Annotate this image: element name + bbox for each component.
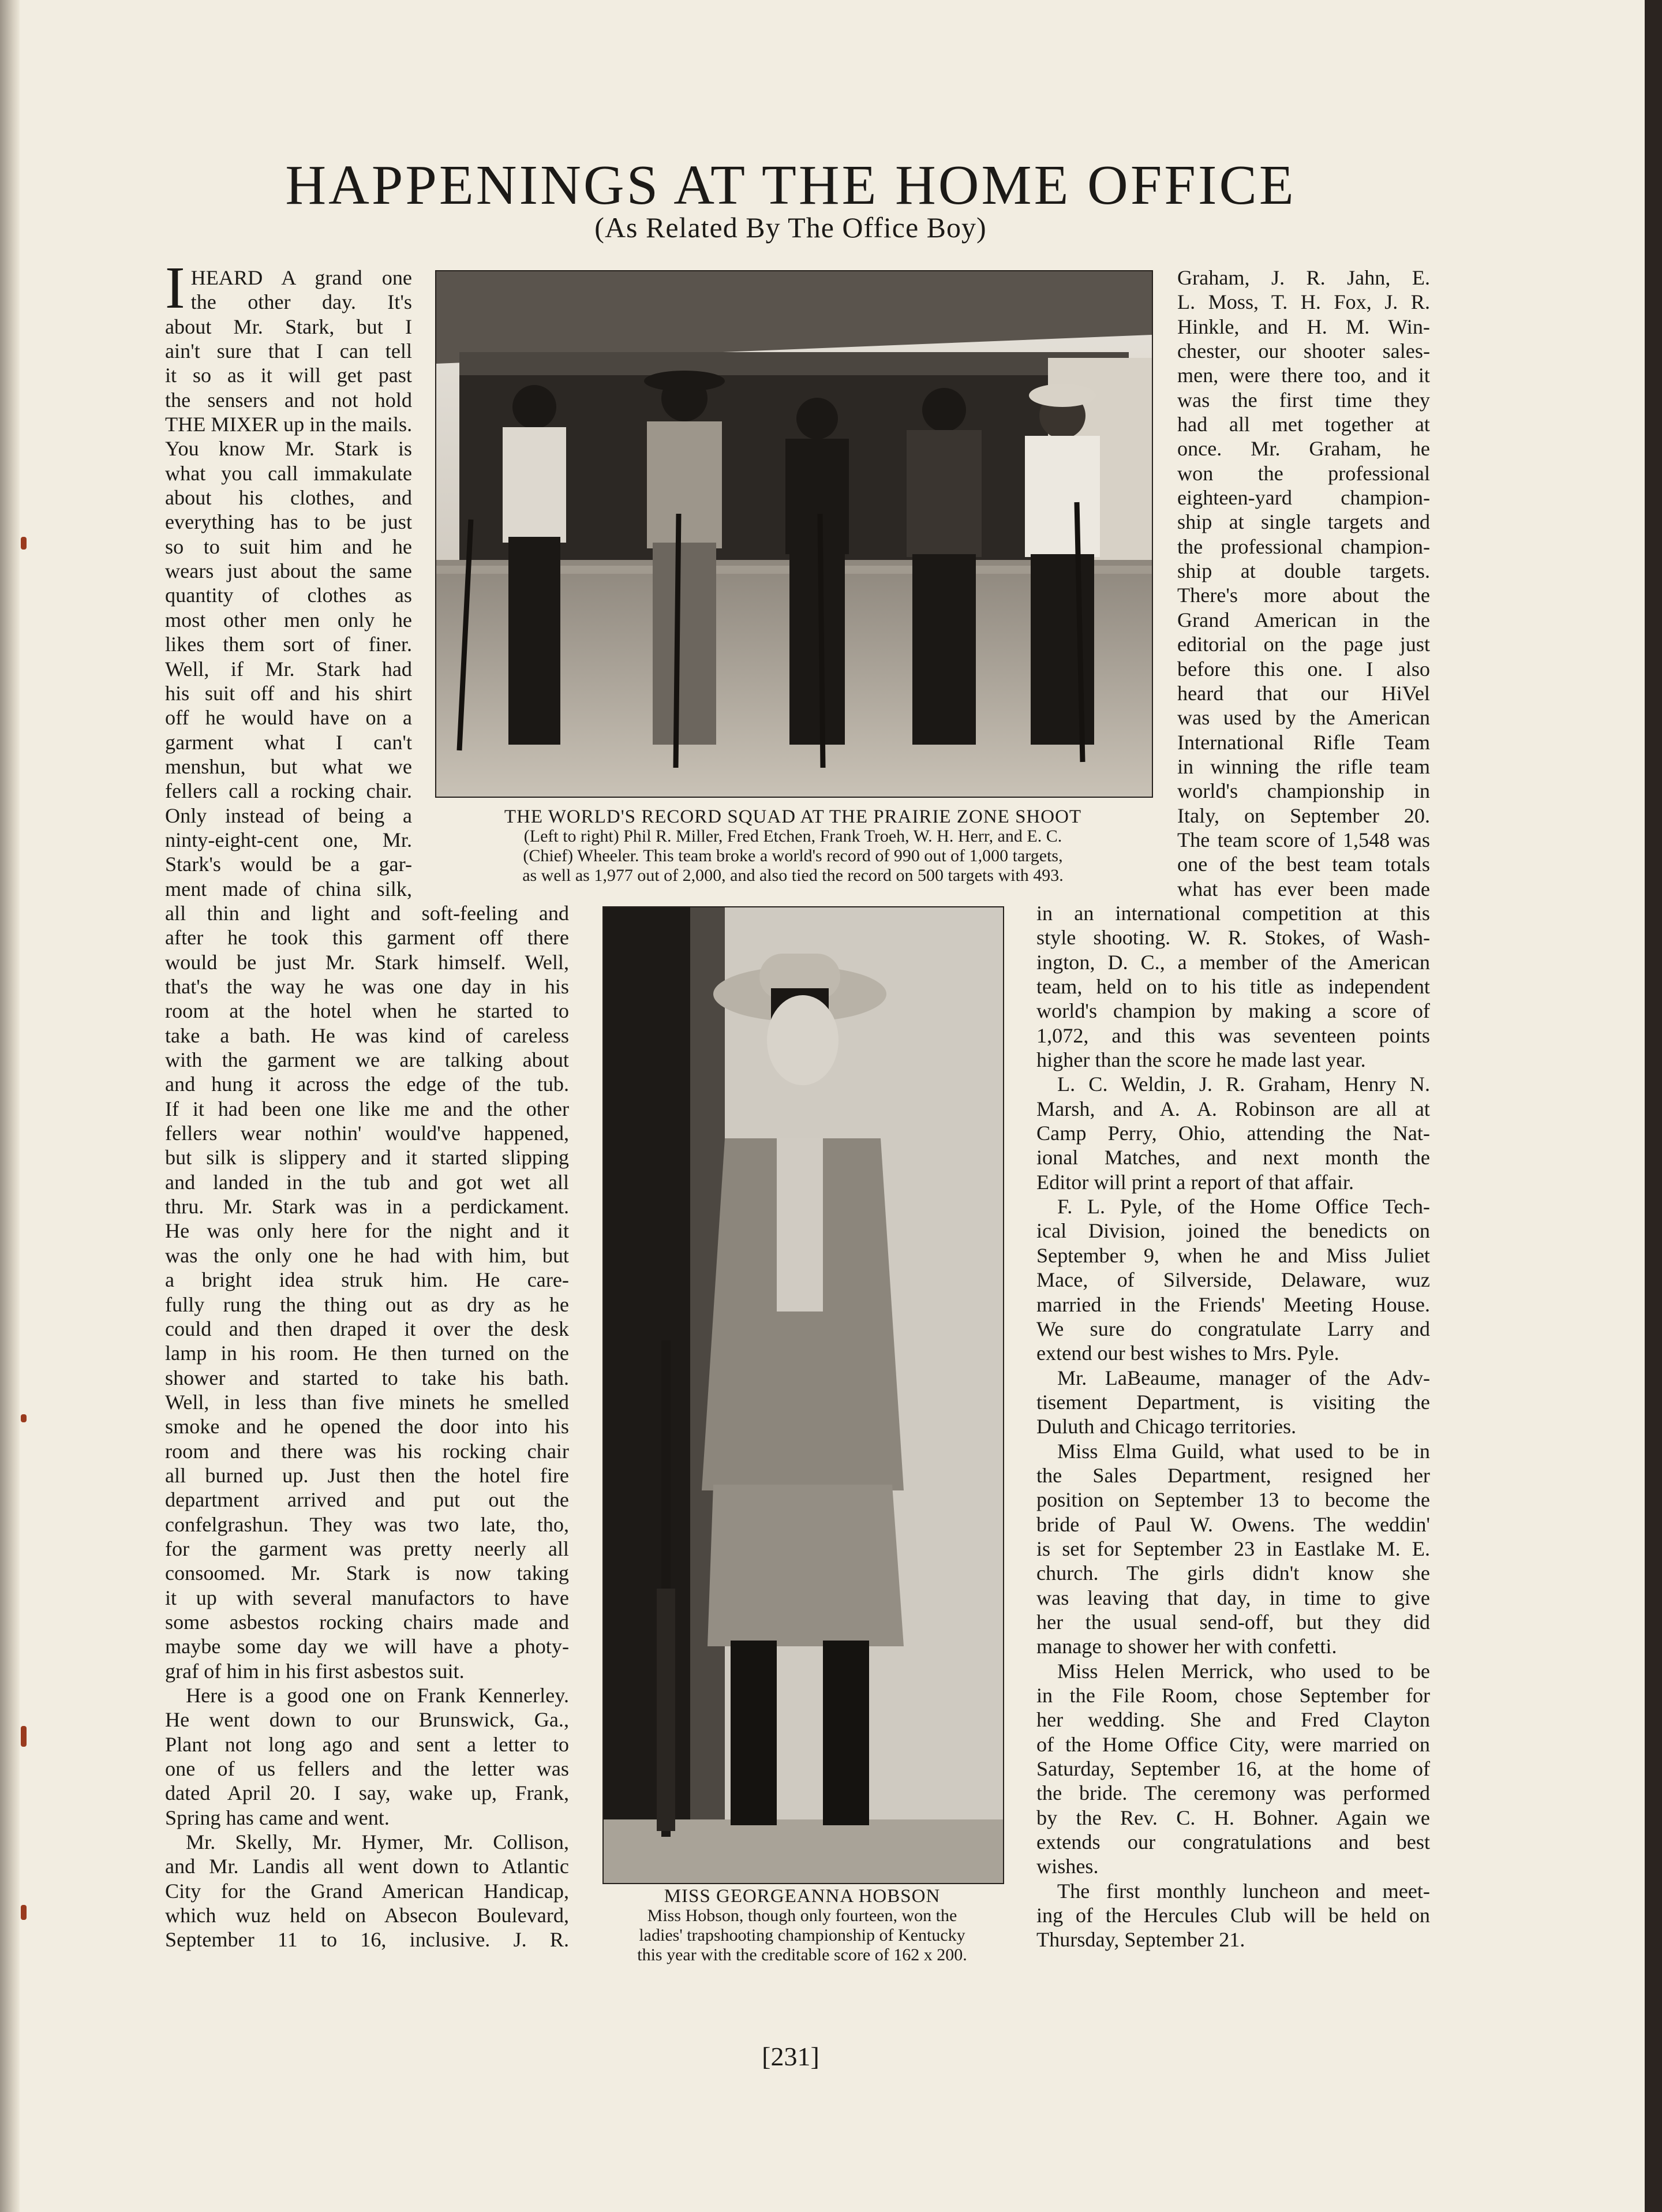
article-line: menshun, but what we xyxy=(165,754,412,778)
rust-mark xyxy=(21,1905,27,1920)
article-line: fellers wear nothin' would've happened, xyxy=(165,1122,569,1145)
article-line: was leaving that day, in time to give xyxy=(1036,1586,1430,1609)
article-line: ship at double targets. xyxy=(1177,559,1430,583)
article-line: about Mr. Stark, but I xyxy=(165,315,412,338)
article-line: Hinkle, and H. M. Win- xyxy=(1177,315,1430,338)
article-line: likes them sort of finer. xyxy=(165,633,412,656)
column3-bottom xyxy=(1036,901,1430,1952)
article-line: fully rung the thing out as dry as he xyxy=(165,1292,569,1316)
article-line: If it had been one like me and the other xyxy=(165,1097,569,1120)
article-line: chester, our shooter sales- xyxy=(1177,339,1430,363)
article-line: The team score of 1,548 was xyxy=(1177,828,1430,851)
article-line: thru. Mr. Stark was in a perdickament. xyxy=(165,1195,569,1219)
article-line: before this one. I also xyxy=(1177,657,1430,681)
article-line: world's championship in xyxy=(1177,779,1430,803)
article-line: You know Mr. Stark is xyxy=(165,437,412,461)
article-line: wishes. xyxy=(1036,1855,1099,1878)
article-line: was the only one he had with him, but xyxy=(165,1243,569,1267)
article-line: Mr. Skelly, Mr. Hymer, Mr. Collison, xyxy=(186,1830,569,1854)
article-line: Camp Perry, Ohio, attending the Nat- xyxy=(1036,1122,1430,1145)
article-line: Here is a good one on Frank Kennerley. xyxy=(186,1684,569,1707)
article-line: in the File Room, chose September for xyxy=(1036,1684,1430,1707)
article-line: Miss Elma Guild, what used to be in xyxy=(1057,1439,1430,1463)
article-line: The first monthly luncheon and meet- xyxy=(1057,1879,1430,1903)
article-line: wears just about the same xyxy=(165,559,412,583)
article-line: ing of the Hercules Club will be held on xyxy=(1036,1904,1430,1927)
article-line: eighteen-yard champion- xyxy=(1177,486,1430,510)
article-line: Mr. LaBeaume, manager of the Adv- xyxy=(1057,1366,1430,1389)
article-line: what you call immakulate xyxy=(165,461,412,485)
article-line: her wedding. She and Fred Clayton xyxy=(1036,1708,1430,1732)
article-line: Duluth and Chicago territories. xyxy=(1036,1415,1297,1438)
article-line: ional Matches, and next month the xyxy=(1036,1146,1430,1169)
article-line: about his clothes, and xyxy=(165,486,412,510)
article-line: Well, if Mr. Stark had xyxy=(165,657,412,681)
article-line: graf of him in his first asbestos suit. xyxy=(165,1659,465,1683)
drop-cap: I xyxy=(165,255,185,321)
article-line: the other day. It's xyxy=(190,290,412,314)
article-line: and hung it across the edge of the tub. xyxy=(165,1073,569,1096)
article-line: F. L. Pyle, of the Home Office Tech- xyxy=(1057,1195,1430,1219)
page-number: [231] xyxy=(762,2042,819,2071)
article-line: City for the Grand American Handicap, xyxy=(165,1879,569,1903)
article-line: Only instead of being a xyxy=(165,804,412,827)
article-line: garment what I can't xyxy=(165,730,412,754)
article-line: department arrived and put out the xyxy=(165,1488,569,1512)
article-line: ninty-eight-cent one, Mr. xyxy=(165,828,412,851)
article-line: one of us fellers and the letter was xyxy=(165,1757,569,1781)
article-line: There's more about the xyxy=(1177,584,1430,607)
squad-caption-head: THE WORLD'S RECORD SQUAD AT THE PRAIRIE ZONE SHOOT xyxy=(504,806,1082,827)
article-line: higher than the score he made last year. xyxy=(1036,1048,1366,1072)
article-line: ical Division, joined the benedicts on xyxy=(1036,1219,1430,1243)
article-line: style shooting. W. R. Stokes, of Wash- xyxy=(1036,926,1430,950)
hobson-photo-image xyxy=(604,907,1003,1883)
article-line: of the Home Office City, were married on xyxy=(1036,1732,1430,1756)
article-line: He went down to our Brunswick, Ga., xyxy=(165,1708,569,1732)
article-line: in an international competition at this xyxy=(1036,902,1430,925)
article-line: 1,072, and this was seventeen points xyxy=(1036,1023,1430,1047)
article-line: International Rifle Team xyxy=(1177,730,1430,754)
article-line: with the garment we are talking about xyxy=(165,1048,569,1072)
hobson-caption-line: Miss Hobson, though only fourteen, won the xyxy=(647,1906,957,1925)
article-line: position on September 13 to become the xyxy=(1036,1488,1430,1512)
article-line: room at the hotel when he started to xyxy=(165,999,569,1023)
article-line: Stark's would be a gar- xyxy=(165,853,412,876)
page-subtitle: (As Related By The Office Boy) xyxy=(594,211,987,244)
article-line: Saturday, September 16, at the home of xyxy=(1036,1757,1430,1781)
article-line: quantity of clothes as xyxy=(165,584,412,607)
article-line: married in the Friends' Meeting House. xyxy=(1036,1292,1430,1316)
article-line: a bright idea struk him. He care- xyxy=(165,1268,569,1292)
article-line: his suit off and his shirt xyxy=(165,681,412,705)
article-line: the professional champion- xyxy=(1177,535,1430,558)
article-line: Editor will print a report of that affair. xyxy=(1036,1170,1354,1194)
article-line: which wuz held on Absecon Boulevard, xyxy=(165,1904,569,1927)
article-line: Miss Helen Merrick, who used to be xyxy=(1057,1659,1430,1683)
rust-mark xyxy=(21,537,27,550)
article-line: in winning the rifle team xyxy=(1177,754,1430,778)
article-line: it so as it will get past xyxy=(165,364,412,387)
page-title: HAPPENINGS AT THE HOME OFFICE xyxy=(285,154,1296,216)
squad-caption-line: as well as 1,977 out of 2,000, and also tied the record on 500 targets with 493. xyxy=(522,866,1064,885)
article-line: her the usual send-off, but they did xyxy=(1036,1610,1430,1634)
article-line: dated April 20. I say, wake up, Frank, xyxy=(165,1781,569,1805)
article-line: September 11 to 16, inclusive. J. R. xyxy=(165,1928,569,1952)
article-line: off he would have on a xyxy=(165,706,412,730)
article-line: had all met together at xyxy=(1177,413,1430,436)
article-line: Grand American in the xyxy=(1177,608,1430,632)
article-line: after he took this garment off there xyxy=(165,926,569,950)
article-line: Graham, J. R. Jahn, E. xyxy=(1177,266,1430,289)
article-line: one of the best team totals xyxy=(1177,853,1430,876)
article-line: would be just Mr. Stark himself. Well, xyxy=(165,950,569,974)
article-line: men, were there too, and it xyxy=(1177,364,1430,387)
squad-photo-image xyxy=(436,271,1152,797)
article-line: Well, in less than five minets he smelled xyxy=(165,1390,569,1414)
article-line: was the first time they xyxy=(1177,388,1430,412)
article-line: L. Moss, T. H. Fox, J. R. xyxy=(1177,290,1430,314)
article-line: the Sales Department, resigned her xyxy=(1036,1463,1430,1487)
article-line: heard that our HiVel xyxy=(1177,681,1430,705)
article-line: shower and started to take his bath. xyxy=(165,1366,569,1389)
article-line: world's champion by making a score of xyxy=(1036,999,1430,1023)
article-line: HEARD A grand one xyxy=(190,266,412,289)
article-line: team, held on to his title as independent xyxy=(1036,975,1430,999)
article-line: confelgrashun. They was two late, tho, xyxy=(165,1512,569,1536)
article-line: lamp in his room. He then turned on the xyxy=(165,1342,569,1365)
article-line: so to suit him and he xyxy=(165,535,412,558)
article-line: what has ever been made xyxy=(1177,877,1430,901)
article-line: tisement Department, is visiting the xyxy=(1036,1390,1430,1414)
rust-mark xyxy=(21,1726,27,1747)
article-line: was used by the American xyxy=(1177,706,1430,730)
article-line: ington, D. C., a member of the American xyxy=(1036,950,1430,974)
article-line: by the Rev. C. H. Bohner. Again we xyxy=(1036,1806,1430,1829)
article-line: that's the way he was one day in his xyxy=(165,975,569,999)
article-line: Plant not long ago and sent a letter to xyxy=(165,1732,569,1756)
article-line: Marsh, and A. A. Robinson are all at xyxy=(1036,1097,1430,1120)
article-line: for the garment was pretty neerly all xyxy=(165,1537,569,1560)
article-line: ment made of china silk, xyxy=(165,877,412,901)
article-line: smoke and he opened the door into his xyxy=(165,1415,569,1438)
article-line: bride of Paul W. Owens. The weddin' xyxy=(1036,1512,1430,1536)
article-line: Italy, on September 20. xyxy=(1177,804,1430,827)
article-line: September 9, when he and Miss Juliet xyxy=(1036,1243,1430,1267)
rust-mark xyxy=(21,1414,27,1422)
article-line: and landed in the tub and got wet all xyxy=(165,1170,569,1194)
article-line: all thin and light and soft-feeling and xyxy=(165,902,569,925)
article-line: room and there was his rocking chair xyxy=(165,1439,569,1463)
article-line: but silk is slippery and it started slipping xyxy=(165,1146,569,1169)
article-line: fellers call a rocking chair. xyxy=(165,779,412,803)
article-line: We sure do congratulate Larry and xyxy=(1036,1317,1430,1340)
article-line: is set for September 23 in Eastlake M. E. xyxy=(1036,1537,1430,1560)
article-line: ship at single targets and xyxy=(1177,510,1430,534)
column1-bottom xyxy=(165,901,569,1952)
article-line: Mace, of Silverside, Delaware, wuz xyxy=(1036,1268,1430,1292)
squad-photo-caption xyxy=(435,807,1151,885)
article-line: and Mr. Landis all went down to Atlantic xyxy=(165,1855,569,1878)
article-line: ain't sure that I can tell xyxy=(165,339,412,363)
binding-spine xyxy=(0,0,20,2212)
article-line: the sensers and not hold xyxy=(165,388,412,412)
column3-top xyxy=(1177,266,1430,901)
article-line: it up with several manufactors to have xyxy=(165,1586,569,1609)
article-line: Spring has came and went. xyxy=(165,1806,390,1829)
hobson-caption-line: ladies' trapshooting championship of Kentucky xyxy=(639,1926,965,1945)
article-line: once. Mr. Graham, he xyxy=(1177,437,1430,461)
squad-caption-line: (Chief) Wheeler. This team broke a world's record of 990 out of 1,000 targets, xyxy=(523,846,1063,865)
squad-caption-line: (Left to right) Phil R. Miller, Fred Etchen, Frank Troeh, W. H. Herr, and E. C. xyxy=(523,827,1062,846)
article-line: take a bath. He was kind of careless xyxy=(165,1023,569,1047)
article-line: editorial on the page just xyxy=(1177,633,1430,656)
article-line: most other men only he xyxy=(165,608,412,632)
article-line: maybe some day we will have a photy- xyxy=(165,1635,569,1658)
article-line: manage to shower her with confetti. xyxy=(1036,1635,1337,1658)
hobson-photo-caption xyxy=(594,1886,1010,1965)
squad-photo xyxy=(435,270,1153,798)
article-line: THE MIXER up in the mails. xyxy=(165,413,413,436)
article-line: the bride. The ceremony was performed xyxy=(1036,1781,1430,1805)
article-line: all burned up. Just then the hotel fire xyxy=(165,1463,569,1487)
article-line: church. The girls didn't know she xyxy=(1036,1561,1430,1585)
column1-top xyxy=(165,255,413,901)
hobson-caption-line: this year with the creditable score of 162 x 200. xyxy=(637,1945,967,1964)
article-line: won the professional xyxy=(1177,461,1430,485)
article-line: some asbestos rocking chairs made and xyxy=(165,1610,569,1634)
article-line: extends our congratulations and best xyxy=(1036,1830,1430,1854)
article-line: Thursday, September 21. xyxy=(1036,1928,1245,1952)
article-line: could and then draped it over the desk xyxy=(165,1317,569,1340)
article-line: He was only here for the night and it xyxy=(165,1219,569,1243)
article-line: consoomed. Mr. Stark is now taking xyxy=(165,1561,569,1585)
hobson-photo xyxy=(602,906,1004,1884)
article-line: everything has to be just xyxy=(165,510,412,534)
article-line: extend our best wishes to Mrs. Pyle. xyxy=(1036,1342,1339,1365)
article-line: L. C. Weldin, J. R. Graham, Henry N. xyxy=(1057,1073,1430,1096)
hobson-caption-head: MISS GEORGEANNA HOBSON xyxy=(664,1886,941,1907)
